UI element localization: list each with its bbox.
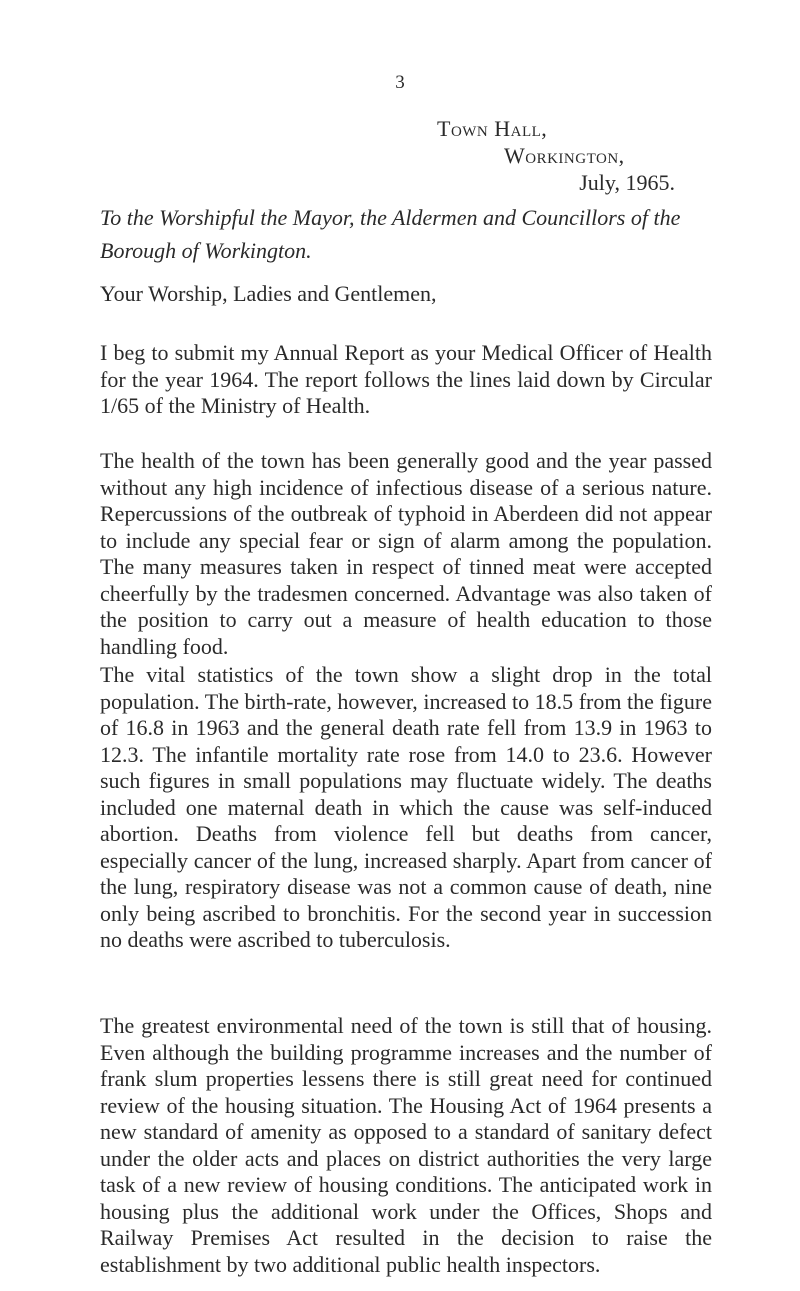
letter-date: July, 1965. <box>579 170 675 195</box>
sender-address <box>100 115 675 196</box>
paragraph-housing: The greatest environmental need of the town is still that of housing. Even although the building programme increases and the number of frank slum properties lessens there is still great need for continued review of the housing situation. The Housing Act of 1964 presents a new standard of amenity as opposed to a standard of sanitary defect under the older acts and places on district authorities the very large task of a new review of housing conditions. The anticipated work in housing plus the additional work under the Offices, Shops and Railway Premises Act resulted in the decision to raise the establishment by two additional public health inspectors. <box>100 1013 712 1277</box>
addressee: To the Worshipful the Mayor, the Aldermen and Councillors of the Borough of Workington. <box>100 205 681 263</box>
paragraph-vital-statistics: The vital statistics of the town show a slight drop in the total population. The birth-rate, however, increased to 18.5 from the figure of 16.8 in 1963 and the general death rate fell from 13.9 in 1963 to 12.3. The infantile mortality rate rose from 14.0 to 23.6. However such figures in small populations may fluctuate widely. The deaths included one maternal death in which the cause was self-induced abortion. Deaths from violence fell but deaths from cancer, especially cancer of the lung, increased sharply. Apart from cancer of the lung, respiratory disease was not a common cause of death, nine only being ascribed to bronchitis. For the second year in succession no deaths were ascribed to tuberculosis. <box>100 662 712 952</box>
greeting: Your Worship, Ladies and Gentlemen, <box>100 281 437 306</box>
address-line-town: Workington, <box>504 143 625 168</box>
address-line-town-hall: Town Hall, <box>437 116 548 141</box>
paragraph-general-health: The health of the town has been generally good and the year passed without any high incidence of infectious disease of a serious nature. Repercussions of the outbreak of typhoid in Aberdeen did not appear to include any special fear or sign of alarm among the population. The many measures taken in respect of tinned meat were accepted cheerfully by the tradesmen concerned. Advantage was also taken of the position to carry out a measure of health education to those handling food. <box>100 448 712 659</box>
page-number: 3 <box>395 72 405 93</box>
paragraph-introduction: I beg to submit my Annual Report as your Medical Officer of Health for the year 1964. The report follows the lines laid down by Circular 1/65 of the Ministry of Health. <box>100 340 712 418</box>
